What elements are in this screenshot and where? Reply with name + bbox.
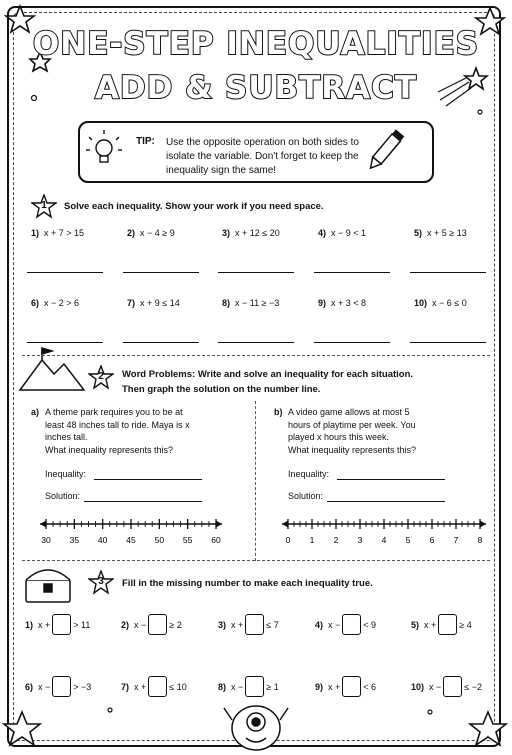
tick-label: 55 [182,535,193,545]
tip-label: TIP: [136,136,155,147]
problem-suffix: ≤ 7 [266,619,279,630]
problem-expression: x − 11 ≥ −3 [235,298,280,308]
problem-prefix: x + [231,619,244,630]
problem-label: a) [31,407,40,417]
answer-box[interactable] [52,676,71,697]
inequality-label: Inequality: [288,469,330,479]
solution-label: Solution: [45,491,81,501]
tick-label: 60 [211,535,221,545]
word-problem-a [31,406,190,456]
problem-suffix: ≤ −2 [464,681,482,692]
solution-label: Solution: [288,491,324,501]
problem-prefix: x + [38,619,51,630]
problem-expression: x − 4 ≥ 9 [140,228,175,238]
problem-number: 4) [315,619,324,630]
inequality-problem [127,298,180,308]
answer-box[interactable] [443,676,462,697]
answer-line[interactable] [410,272,486,273]
inequality-problem [31,228,84,238]
problem-label: b) [274,407,283,417]
problem-number: 2) [121,619,130,630]
fill-in-problem [315,676,376,697]
problem-number: 6) [25,681,34,692]
problem-suffix: ≥ 2 [169,619,182,630]
problem-prefix: x − [328,619,341,630]
fill-in-problem [25,614,90,635]
section2-heading-2: Then graph the solution on the number line. [122,384,321,395]
problem-number: 6) [31,298,40,308]
section-number: 3 [98,576,104,587]
problem-text-line: hours of playtime per week. You [288,419,416,430]
problem-text-line: played x hours this week. [288,432,390,442]
problem-number: 5) [414,228,423,238]
fill-in-problem [411,614,472,635]
problem-prefix: x + [424,619,437,630]
inequality-problem [414,228,467,238]
problem-expression: x − 9 < 1 [331,228,367,238]
answer-line[interactable] [27,272,103,273]
problem-prefix: x − [231,681,244,692]
inequality-problem [222,228,280,238]
problem-prefix: x + [134,681,147,692]
tick-label: 30 [41,535,51,545]
answer-line[interactable] [314,272,390,273]
tick-label: 0 [285,535,291,545]
problem-prefix: x − [429,681,442,692]
problem-suffix: > 11 [73,619,91,630]
answer-box[interactable] [438,614,457,635]
problem-number: 3) [222,228,231,238]
problem-number: 5) [411,619,420,630]
word-problem-b [274,406,417,456]
answer-box[interactable] [245,676,264,697]
answer-box[interactable] [148,676,167,697]
problem-expression: x + 7 > 15 [44,228,85,238]
fill-in-problem [25,676,91,697]
problem-number: 2) [127,228,136,238]
title-line-1: ONE-STEP INEQUALITIES [32,26,480,62]
section1-heading: Solve each inequality. Show your work if you need space. [64,201,324,212]
problem-number: 3) [218,619,227,630]
tip-box [78,121,434,183]
answer-box[interactable] [52,614,71,635]
answer-line[interactable] [123,342,199,343]
divider [22,560,490,561]
section3-heading: Fill in the missing number to make each inequality true. [122,578,373,589]
arrow-icon [480,521,486,528]
answer-box[interactable] [342,676,361,697]
inequality-problem [222,298,279,308]
tick-label: 6 [429,535,435,545]
problem-suffix: < 6 [363,681,377,692]
monster-icon [224,706,288,750]
divider [22,355,490,356]
problem-expression: x + 3 < 8 [331,298,367,308]
fill-in-problem [121,614,182,635]
star-icon [4,712,40,745]
answer-line[interactable] [218,342,294,343]
problem-number: 8) [222,298,231,308]
arrow-icon [282,521,288,528]
arrow-icon [216,521,222,528]
problem-expression: x + 5 ≥ 13 [427,228,467,238]
problem-number: 10) [414,298,428,308]
answer-line[interactable] [27,342,103,343]
fill-in-problem [121,676,187,697]
problem-number: 8) [218,681,227,692]
problem-expression: x + 9 ≤ 14 [140,298,180,308]
number-line-a[interactable] [36,514,226,548]
tick-label: 4 [381,535,387,545]
answer-box[interactable] [245,614,264,635]
problem-suffix: > −3 [73,681,92,692]
answer-box[interactable] [148,614,167,635]
problem-number: 1) [31,228,40,238]
star-icon [470,712,506,745]
problem-text-line: What inequality represents this? [45,444,174,455]
problem-expression: x − 6 ≤ 0 [432,298,467,308]
answer-line[interactable] [410,342,486,343]
tick-label: 3 [357,535,363,545]
arrow-icon [40,521,46,528]
problem-suffix: ≥ 1 [266,681,279,692]
inequality-answer-line[interactable] [337,479,445,480]
tick-label: 35 [69,535,80,545]
problem-suffix: < 9 [363,619,377,630]
number-line-b[interactable] [278,514,490,548]
tick-label: 40 [97,535,108,545]
problem-number: 7) [127,298,136,308]
problem-number: 9) [318,298,327,308]
fill-in-problem [315,614,376,635]
problem-prefix: x + [328,681,341,692]
inequality-answer-line[interactable] [94,479,202,480]
section2-heading-1: Word Problems: Write and solve an inequality for each situation. [122,369,414,380]
inequality-problem [318,228,366,238]
section-number: 1 [41,200,47,211]
problem-expression: x + 12 ≤ 20 [235,228,280,238]
problem-suffix: ≥ 4 [459,619,472,630]
problem-text-line: A theme park requires you to be at [45,407,183,417]
inequality-problem [318,298,366,308]
inequality-problem [414,298,467,308]
inequality-label: Inequality: [45,469,87,479]
problem-number: 7) [121,681,130,692]
tick-label: 50 [154,535,165,545]
problem-text-line: A video game allows at most 5 [288,407,410,417]
tick-label: 5 [405,535,411,545]
tick-label: 7 [453,535,459,545]
problem-text-line: What inequality represents this? [288,444,417,455]
problem-expression: x − 2 > 6 [44,298,80,308]
tick-label: 8 [477,535,483,545]
solution-answer-line[interactable] [84,501,202,502]
answer-box[interactable] [342,614,361,635]
inequality-problem [127,228,175,238]
problem-text-line: least 48 inches tall to ride. Maya is x [45,419,190,430]
answer-line[interactable] [314,342,390,343]
tip-text: Use the opposite operation on both sides to isolate the variable. Don't forget to keep the inequality sign the same! [166,137,359,176]
problem-number: 1) [25,619,34,630]
problem-number: 4) [318,228,327,238]
inequality-problem [31,298,79,308]
answer-line[interactable] [218,272,294,273]
fill-in-problem [218,676,279,697]
tick-label: 45 [126,535,136,545]
title-line-2: ADD & SUBTRACT [94,70,418,106]
answer-line[interactable] [123,272,199,273]
section-number: 2 [98,371,104,382]
solution-answer-line[interactable] [327,501,445,502]
problem-text-line: inches tall. [45,432,88,442]
problem-prefix: x − [134,619,147,630]
treasure-chest-icon [26,570,70,602]
problem-number: 10) [411,681,425,692]
fill-in-problem [218,614,279,635]
column-divider [255,401,256,561]
tick-label: 2 [333,535,339,545]
problem-prefix: x − [38,681,51,692]
tick-label: 1 [309,535,315,545]
fill-in-problem [411,676,482,697]
problem-number: 9) [315,681,324,692]
problem-suffix: ≤ 10 [169,681,187,692]
